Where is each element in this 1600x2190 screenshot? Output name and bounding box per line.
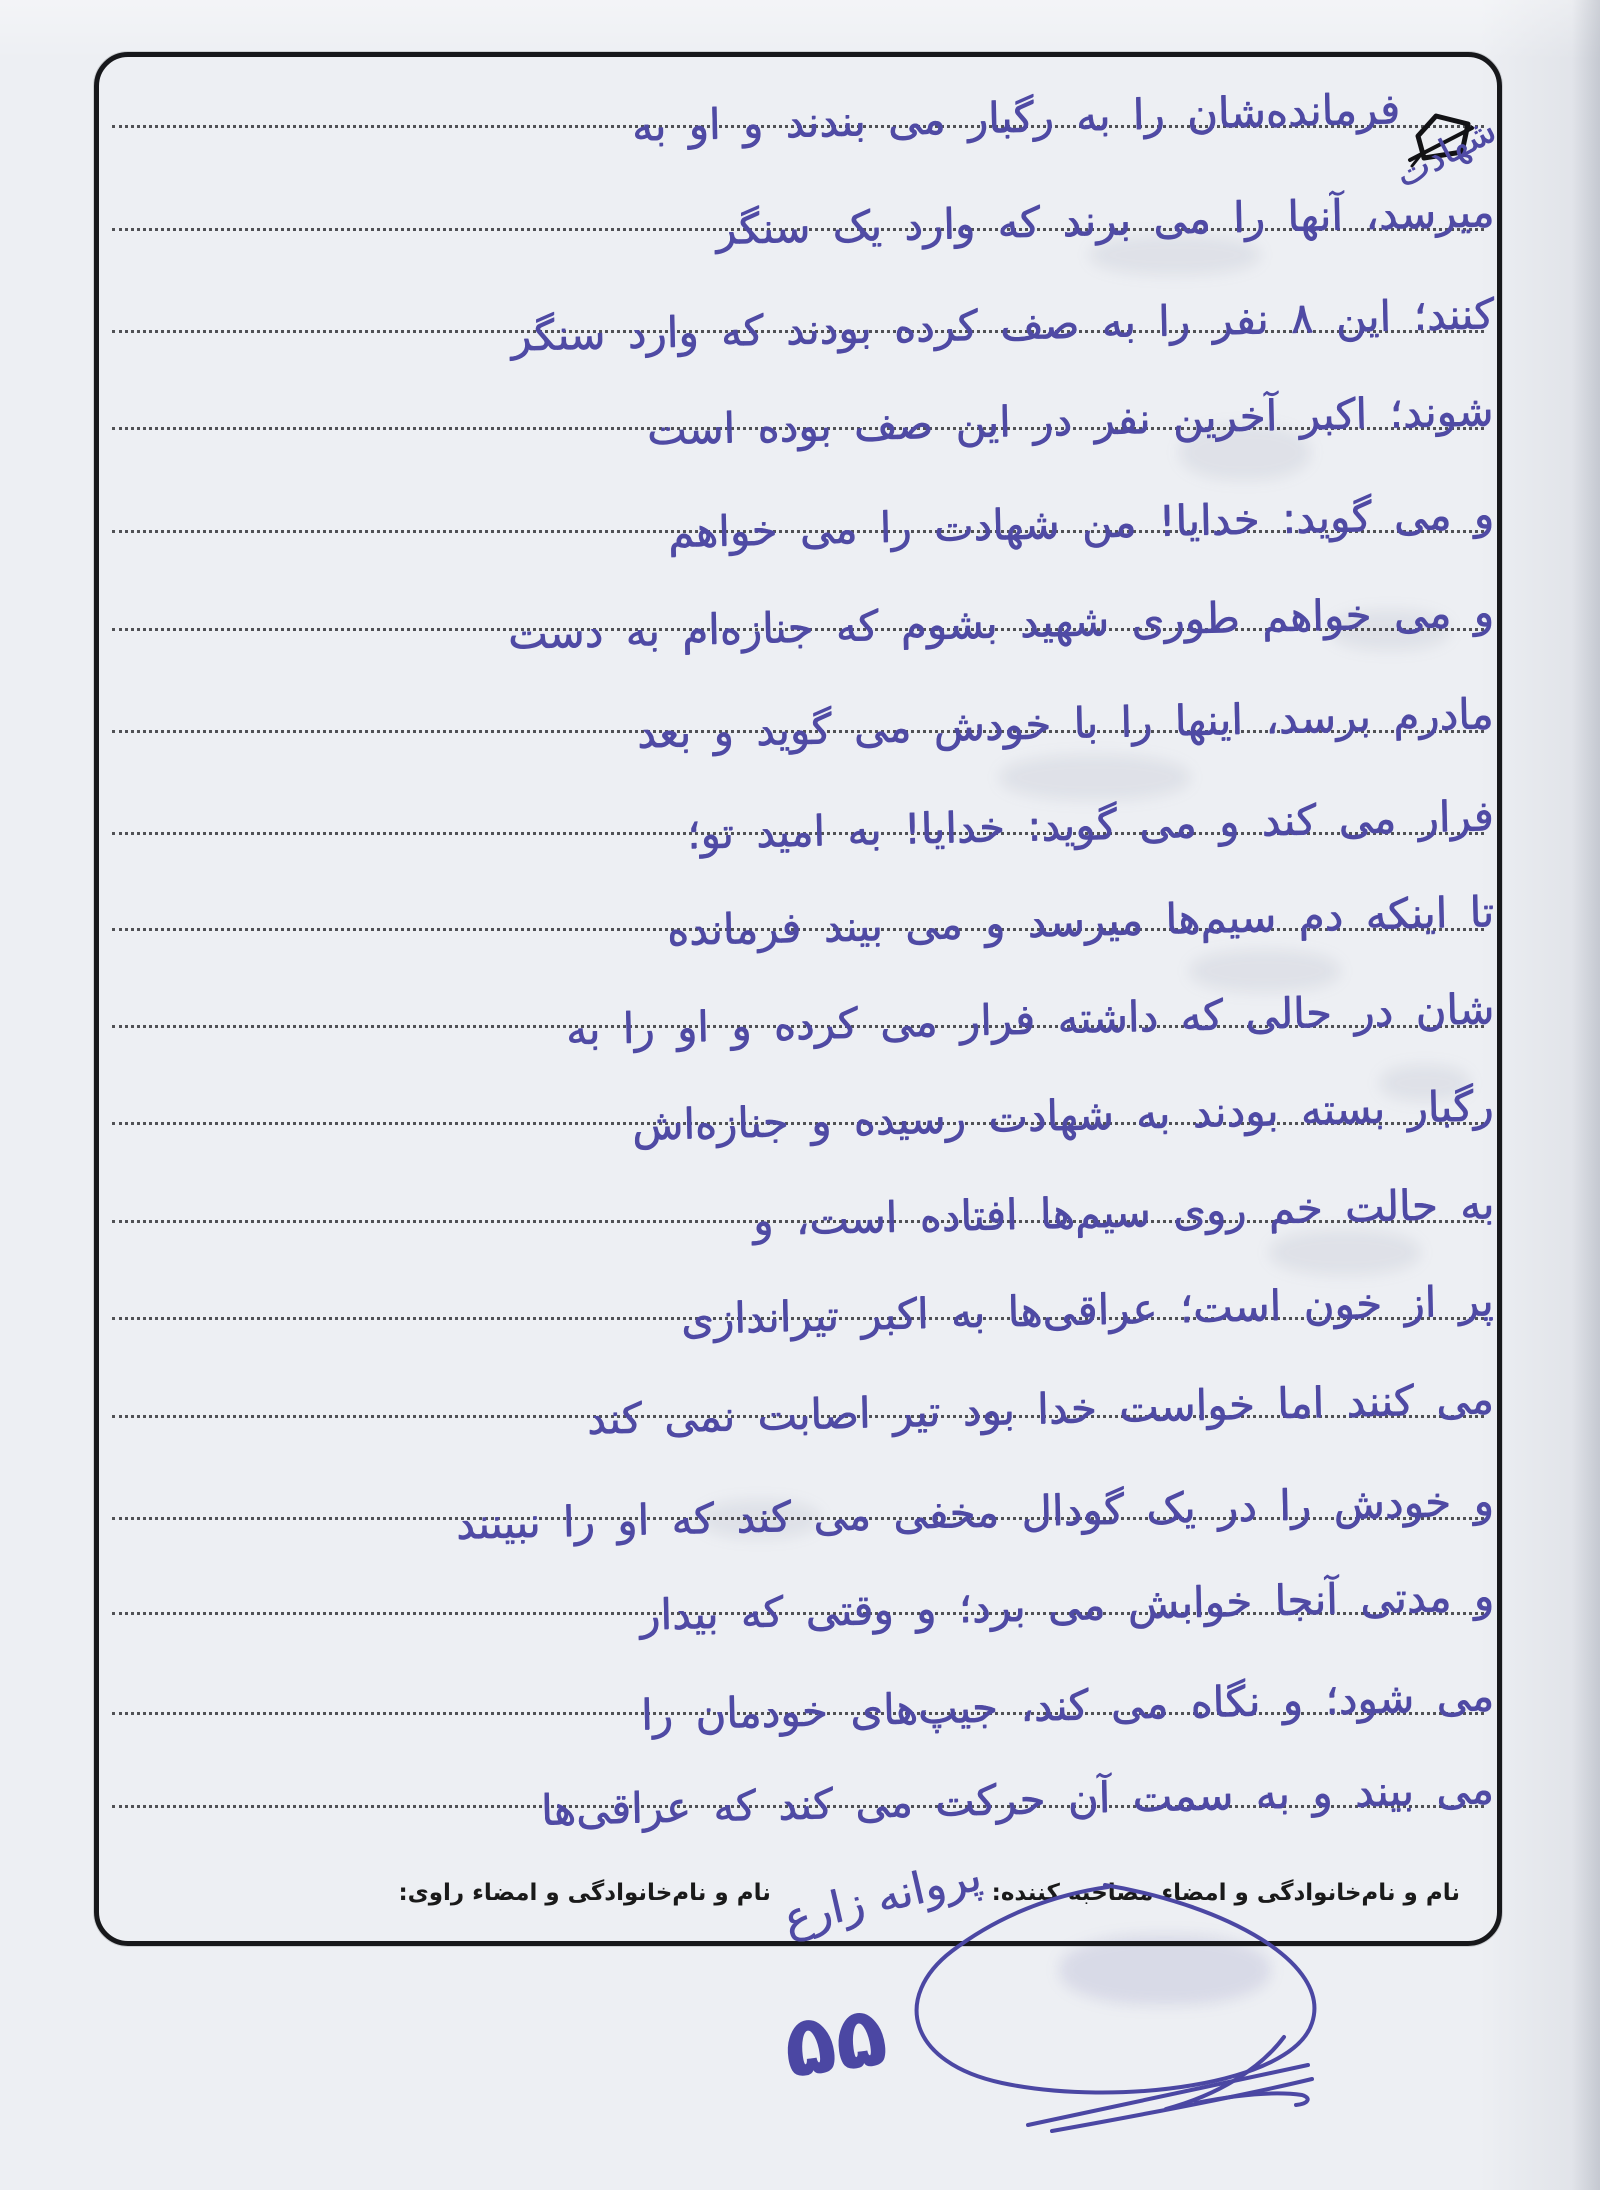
scan-edge-shadow — [1572, 0, 1600, 2190]
handwriting-line: شان در حالی که داشته فرار می کرده و او را به — [564, 984, 1495, 1055]
handwriting-line: کنند؛ این ۸ نفر را به صف کرده بودند که وارد سنگر — [510, 289, 1495, 361]
handwriting-line: به حالت خم روی سیم‌ها افتاده است، و — [751, 1179, 1495, 1245]
handwriting-line: تا اینکه دم سیم‌ها میرسد و می بیند فرمانده‌ — [666, 887, 1495, 955]
interviewer-signature-name: پروانه زارع — [778, 1849, 986, 1945]
handwriting-line: مادرم برسد، اینها را با خودش می گوید و بعد — [636, 689, 1495, 758]
interviewer-label: نام و نام‌خانوادگی و امضاء مصاحبه کننده: — [991, 1880, 1460, 1906]
handwriting-line: می بیند و به سمت آن حرکت می کند که عراقی‌ها — [540, 1764, 1495, 1835]
handwriting-line: و می خواهم طوری شهید بشوم که جنازه‌ام به دست — [507, 587, 1495, 659]
narrator-signature — [560, 1855, 1500, 2190]
handwriting-line: و خودش را در یک گودال مخفی می کند که او را نبینند — [455, 1476, 1495, 1549]
handwriting-line: فرمانده‌شان را به رگبار می بندند و او به — [631, 84, 1401, 151]
handwriting-line: می کنند اما خواست خدا بود تیر اصابت نمی کند — [586, 1374, 1495, 1444]
handwriting-line: فرار می کند و می گوید: خدایا! به امید تو؛ — [686, 791, 1495, 859]
margin-note: شهادت — [1388, 109, 1503, 197]
narrator-label: نام و نام‌خانوادگی و امضاء راوی: — [398, 1880, 771, 1906]
handwriting-line: رگبار بسته بودند به شهادت رسیده و جنازه‌اش — [631, 1081, 1495, 1150]
handwriting-line: میرسد، آنها را می برند که وارد یک سنگر — [714, 187, 1495, 254]
signature-scribble — [1196, 2093, 1308, 2105]
signature-digits: ۵۵ — [777, 1985, 893, 2098]
handwriting-line: می شود؛ و نگاه می کند، جیپ‌های خودمان را — [640, 1671, 1495, 1740]
handwriting-line: و می گوید: خدایا! من شهادت را می خواهم — [667, 489, 1495, 557]
handwriting-line: پر از خون است؛ عراقی‌ها به اکبر تیراندازی — [680, 1276, 1495, 1344]
handwriting-line: و مدتی آنجا خوابش می برد؛ و وقتی که بیدار — [639, 1571, 1495, 1640]
signature-loop — [917, 1885, 1315, 2093]
handwriting-line: شوند؛ اکبر آخرین نفر در این صف بوده است — [646, 386, 1495, 455]
